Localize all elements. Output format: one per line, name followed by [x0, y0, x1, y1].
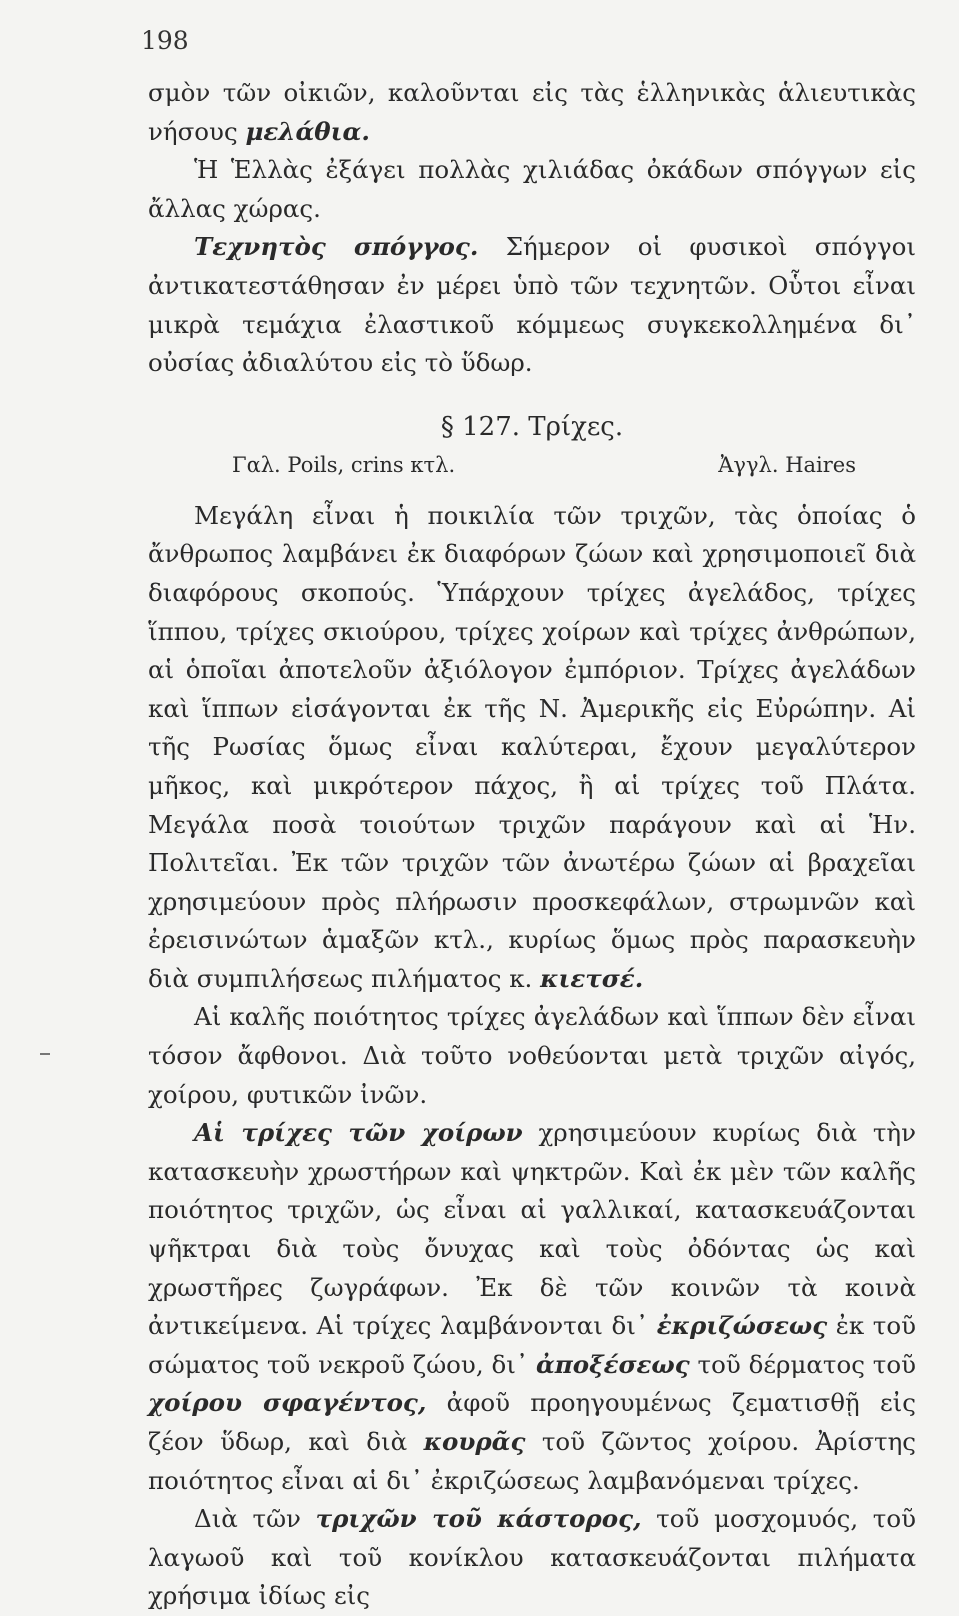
- paragraph-6: [148, 1114, 916, 1500]
- para6-term-1: Αἱ τρίχες τῶν χοίρων: [194, 1118, 523, 1148]
- para7-term: τριχῶν τοῦ κάστορος,: [315, 1504, 642, 1534]
- para3-text: Σήμερον οἱ φυσικοὶ σπόγγοι ἀντικατεστάθησαν ἐν μέρει ὑπὸ τῶν τεχνητῶν. Οὗτοι εἶναι μικρὰ τεμάχια ἐλαστικοῦ κόμμεως συγκεκολλημένα δι᾿ οὐσίας ἀδιαλύτου εἰς τὸ ὕδωρ.: [148, 232, 916, 378]
- para6-text-3: τοῦ δέρματος τοῦ: [689, 1349, 916, 1379]
- paragraph-7: [148, 1500, 916, 1616]
- para1-term: μελάθια.: [245, 116, 370, 146]
- paragraph-3: [148, 228, 916, 382]
- para1-text: σμὸν τῶν οἰκιῶν, καλοῦνται εἰς τὰς ἑλληνικὰς ἁλιευτικὰς νήσους: [148, 78, 916, 146]
- para6-text-2: ἐκ τοῦ σώματος τοῦ νεκροῦ ζώου, δι᾿: [148, 1311, 917, 1379]
- para3-term: Τεχνητὸς σπόγγος.: [194, 232, 479, 262]
- para4-text: Μεγάλη εἶναι ἡ ποικιλία τῶν τριχῶν, τὰς ὁποίας ὁ ἄνθρωπος λαμβάνει ἐκ διαφόρων ζώων καὶ χρησιμοποιεῖ διὰ διαφόρους σκοπούς. Ὑπάρχουν τρίχες ἀγελάδος, τρίχες ἵππου, τρίχες σκιούρου, τρίχες χοίρων καὶ τρίχες ἀνθρώπων, αἱ ὁποῖαι ἀποτελοῦν ἀξιόλογον ἐμπόριον. Τρίχες ἀγελάδων καὶ ἵππων εἰσάγονται ἐκ τῆς Ν. Ἀμερικῆς εἰς Εὐρώπην. Αἱ τῆς Ρωσίας ὅμως εἶναι καλύτεραι, ἔχουν μεγαλύτερον μῆκος, καὶ μικρότερον πάχος, ἢ αἱ τρίχες τοῦ Πλάτα. Μεγάλα ποσὰ τοιούτων τριχῶν παράγουν καὶ αἱ Ἡν. Πολιτεῖαι. Ἐκ τῶν τριχῶν τῶν ἀνωτέρω ζώων αἱ βραχεῖαι χρησιμεύουν πρὸς πλήρωσιν προσκεφάλων, στρωμνῶν καὶ ἐρεισινώτων ἁμαξῶν κτλ., κυρίως ὅμως πρὸς παρασκευὴν διὰ συμπιλήσεως πιλήματος κ.: [148, 500, 916, 993]
- para6-text-4: ἀφοῦ προηγουμένως ζεματισθῇ εἰς ζέον ὕδωρ, καὶ διὰ: [148, 1388, 916, 1456]
- term-equivalents: [148, 447, 916, 483]
- section-heading: § 127. Τρίχες.: [440, 411, 624, 442]
- para7-text-a: Διὰ τῶν: [194, 1504, 316, 1534]
- para6-text-5: τοῦ ζῶντος χοίρου. Ἀρίστης ποιότητος εἶναι αἱ δι᾿ ἐκριζώσεως λαμβανόμεναι τρίχες.: [148, 1427, 916, 1495]
- paragraph-4: [148, 497, 916, 999]
- paragraph-5: Αἱ καλῆς ποιότητος τρίχες ἀγελάδων καὶ ἵππων δὲν εἶναι τόσον ἄφθονοι. Διὰ τοῦτο νοθεύονται μετὰ τριχῶν αἰγός, χοίρου, φυτικῶν ἰνῶν.: [148, 1002, 916, 1109]
- page-number: 198: [141, 26, 189, 55]
- para6-term-3: ἀποξέσεως: [535, 1349, 690, 1379]
- equiv-french: Γαλ. Poils, crins κτλ.: [232, 452, 456, 477]
- para6-text-1: χρησιμεύουν κυρίως διὰ τὴν κατασκευὴν χρωστήρων καὶ ψηκτρῶν. Καὶ ἐκ μὲν τῶν καλῆς ποιότητος τριχῶν, ὡς εἶναι αἱ γαλλικαί, κατασκευάζονται ψῆκτραι διὰ τοὺς ὄνυχας καὶ τοὺς ὀδόντας ὡς καὶ χρωστῆρες ζωγράφων. Ἐκ δὲ τῶν κοινῶν τὰ κοινὰ ἀντικείμενα. Αἱ τρίχες λαμβάνονται δι᾿: [148, 1118, 916, 1341]
- para6-term-4: χοίρου σφαγέντος,: [148, 1388, 427, 1418]
- para4-term: κιετσέ.: [540, 963, 644, 993]
- paragraph-1: [148, 74, 916, 151]
- equiv-english: Ἀγγλ. Haires: [718, 452, 856, 477]
- para6-term-2: ἐκριζώσεως: [656, 1311, 828, 1341]
- paragraph-2: Ἡ Ἑλλὰς ἐξάγει πολλὰς χιλιάδας ὀκάδων σπόγγων εἰς ἄλλας χώρας.: [148, 155, 916, 223]
- para6-term-5: κουρᾶς: [423, 1427, 526, 1456]
- margin-mark: [40, 1053, 50, 1055]
- page-body: [148, 74, 916, 1616]
- para7-text-b: τοῦ μοσχομυός, τοῦ λαγωοῦ καὶ τοῦ κονίκλου κατασκευάζονται πιλήματα χρήσιμα ἰδίως εἰς: [148, 1504, 916, 1611]
